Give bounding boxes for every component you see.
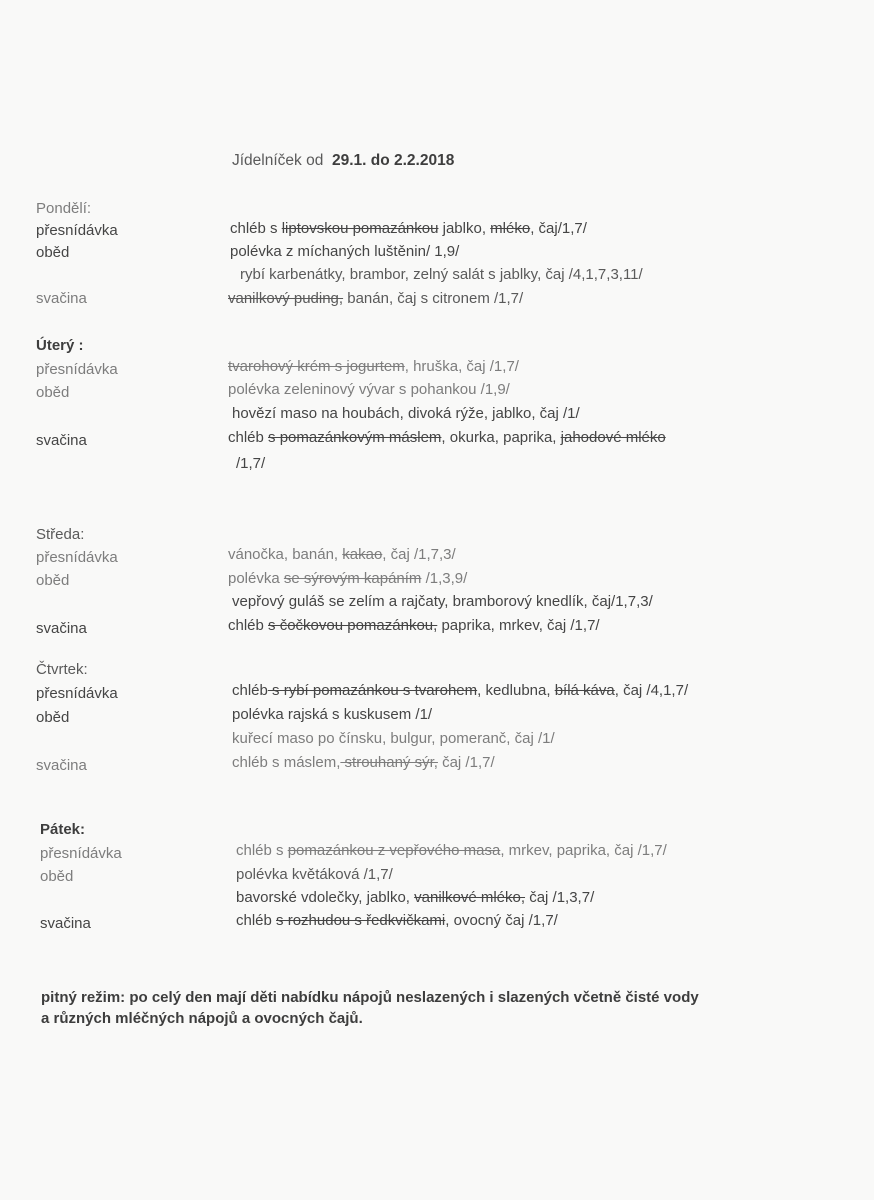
dish-tuesday-allergens: /1,7/: [236, 455, 266, 472]
dish-wednesday-snack-am: vánočka, banán, kakao, čaj /1,7,3/: [228, 546, 456, 563]
dish-monday-soup: polévka z míchaných luštěnin/ 1,9/: [230, 243, 460, 260]
meal-label-snack-pm: svačina: [36, 620, 87, 637]
meal-label-snack-am: přesnídávka: [36, 222, 118, 239]
meal-label-lunch: oběd: [36, 384, 70, 401]
meal-label-snack-am: přesnídávka: [40, 845, 122, 862]
day-heading-thursday: Čtvrtek:: [36, 661, 88, 678]
meal-label-snack-pm: svačina: [36, 757, 87, 774]
meal-label-snack-pm: svačina: [36, 432, 87, 449]
meal-label-snack-am: přesnídávka: [36, 685, 118, 702]
day-heading-wednesday: Středa:: [36, 526, 85, 543]
drinking-regime-note: [41, 987, 841, 1029]
note-line-2: a různých mléčných nápojů a ovocných čajů.: [41, 1010, 363, 1027]
dish-wednesday-soup: polévka se sýrovým kapáním /1,3,9/: [228, 570, 468, 587]
dish-friday-snack-pm: chléb s rozhudou s ředkvičkami, ovocný čaj /1,7/: [236, 912, 558, 929]
dish-tuesday-main: hovězí maso na houbách, divoká rýže, jablko, čaj /1/: [232, 405, 580, 422]
title-date-range: 29.1. do 2.2.2018: [331, 152, 455, 169]
dish-wednesday-snack-pm: chléb s čočkovou pomazánkou, paprika, mrkev, čaj /1,7/: [228, 617, 600, 634]
dish-wednesday-main: vepřový guláš se zelím a rajčaty, bramborový knedlík, čaj/1,7,3/: [232, 593, 653, 610]
meal-label-snack-am: přesnídávka: [36, 361, 118, 378]
day-heading-friday: Pátek:: [40, 821, 86, 838]
dish-tuesday-snack-am: tvarohový krém s jogurtem, hruška, čaj /1,7/: [228, 358, 519, 375]
dish-monday-snack-pm: vanilkový puding, banán, čaj s citronem /1,7/: [228, 290, 524, 307]
dish-monday-main: rybí karbenátky, brambor, zelný salát s jablky, čaj /4,1,7,3,11/: [240, 266, 643, 283]
dish-friday-soup: polévka květáková /1,7/: [236, 866, 393, 883]
title-prefix: Jídelníček od: [232, 152, 324, 169]
meal-label-snack-am: přesnídávka: [36, 549, 118, 566]
meal-label-lunch: oběd: [36, 572, 70, 589]
dish-tuesday-soup: polévka zeleninový vývar s pohankou /1,9/: [228, 381, 510, 398]
dish-thursday-main: kuřecí maso po čínsku, bulgur, pomeranč, čaj /1/: [232, 730, 555, 747]
meal-label-lunch: oběd: [40, 868, 74, 885]
meal-label-lunch: oběd: [36, 244, 70, 261]
dish-thursday-soup: polévka rajská s kuskusem /1/: [232, 706, 433, 723]
meal-label-snack-pm: svačina: [36, 290, 87, 307]
dish-friday-snack-am: chléb s pomazánkou z vepřového masa, mrkev, paprika, čaj /1,7/: [236, 842, 667, 859]
dish-thursday-snack-am: chléb s rybí pomazánkou s tvarohem, kedlubna, bílá káva, čaj /4,1,7/: [232, 682, 689, 699]
dish-thursday-snack-pm: chléb s máslem, strouhaný sýr, čaj /1,7/: [232, 754, 495, 771]
note-line-1: pitný režim: po celý den mají děti nabídku nápojů neslazených i slazených včetně čisté vody: [41, 989, 699, 1006]
page-title: [232, 152, 454, 170]
day-heading-monday: Pondělí:: [36, 200, 92, 217]
dish-monday-snack-am: chléb s liptovskou pomazánkou jablko, mléko, čaj/1,7/: [230, 220, 587, 237]
meal-label-lunch: oběd: [36, 709, 70, 726]
day-heading-tuesday: Úterý :: [36, 337, 84, 354]
meal-label-snack-pm: svačina: [40, 915, 91, 932]
dish-friday-main: bavorské vdolečky, jablko, vanilkové mléko, čaj /1,3,7/: [236, 889, 595, 906]
dish-tuesday-snack-pm: chléb s pomazánkovým máslem, okurka, paprika, jahodové mléko: [228, 429, 666, 446]
